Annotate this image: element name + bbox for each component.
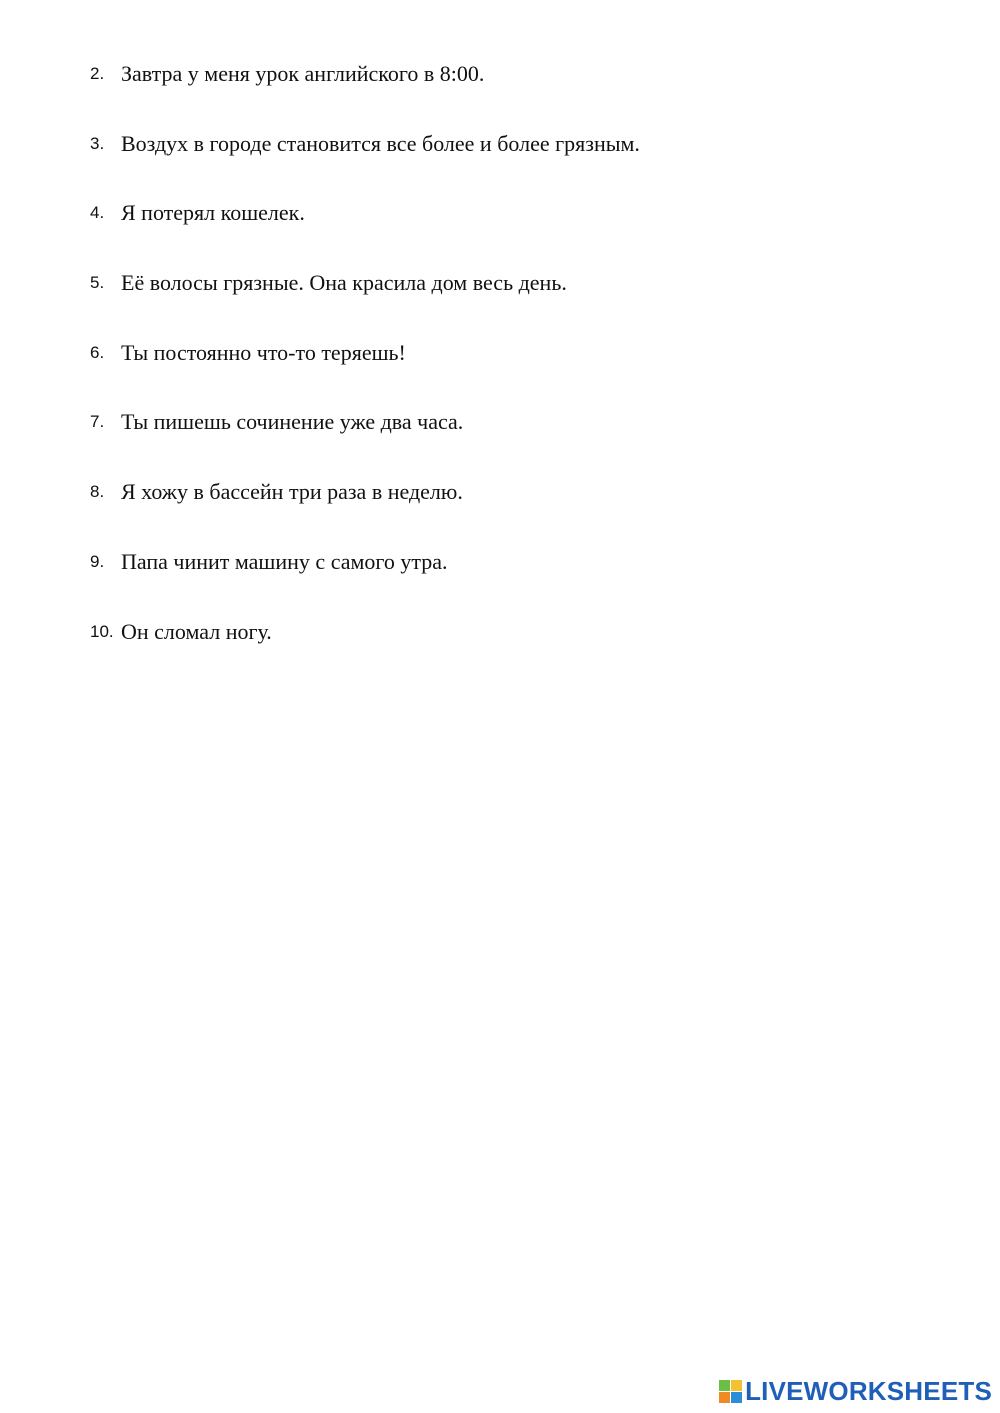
item-number: 3. [90,133,105,153]
list-item [90,476,950,546]
list-item [90,128,950,198]
item-sentence: Её волосы грязные. Она красила дом весь день. [121,270,567,296]
item-number: 7. [90,412,105,432]
mark-orange-tile [719,1392,730,1403]
logo-text: LIVEWORKSHEETS [745,1376,992,1406]
liveworksheets-mark-icon [719,1380,742,1403]
item-number: 5. [90,273,105,293]
item-sentence: Папа чинит машину с самого утра. [121,548,448,574]
item-sentence: Он сломал ногу. [121,618,272,644]
mark-blue-tile [731,1392,742,1403]
item-sentence: Воздух в городе становится все более и более грязным. [121,130,640,156]
item-number: 10. [90,621,114,641]
list-item [90,58,950,128]
item-sentence: Я хожу в бассейн три раза в неделю. [121,479,463,505]
list-item [90,267,950,337]
sentence-list [90,58,950,685]
item-sentence: Я потерял кошелек. [121,200,305,226]
item-sentence: Завтра у меня урок английского в 8:00. [121,61,485,86]
mark-green-tile [719,1380,730,1391]
item-number: 6. [90,342,105,362]
list-item [90,616,950,686]
list-item [90,406,950,476]
item-number: 2. [90,64,105,83]
item-sentence: Ты пишешь сочинение уже два часа. [121,409,464,435]
item-sentence: Ты постоянно что-то теряешь! [121,339,406,365]
item-number: 8. [90,482,105,502]
list-item [90,546,950,616]
liveworksheets-logo [719,1377,992,1405]
list-item [90,197,950,267]
item-number: 4. [90,203,105,223]
list-item [90,337,950,407]
item-number: 9. [90,551,105,571]
mark-yellow-tile [731,1380,742,1391]
